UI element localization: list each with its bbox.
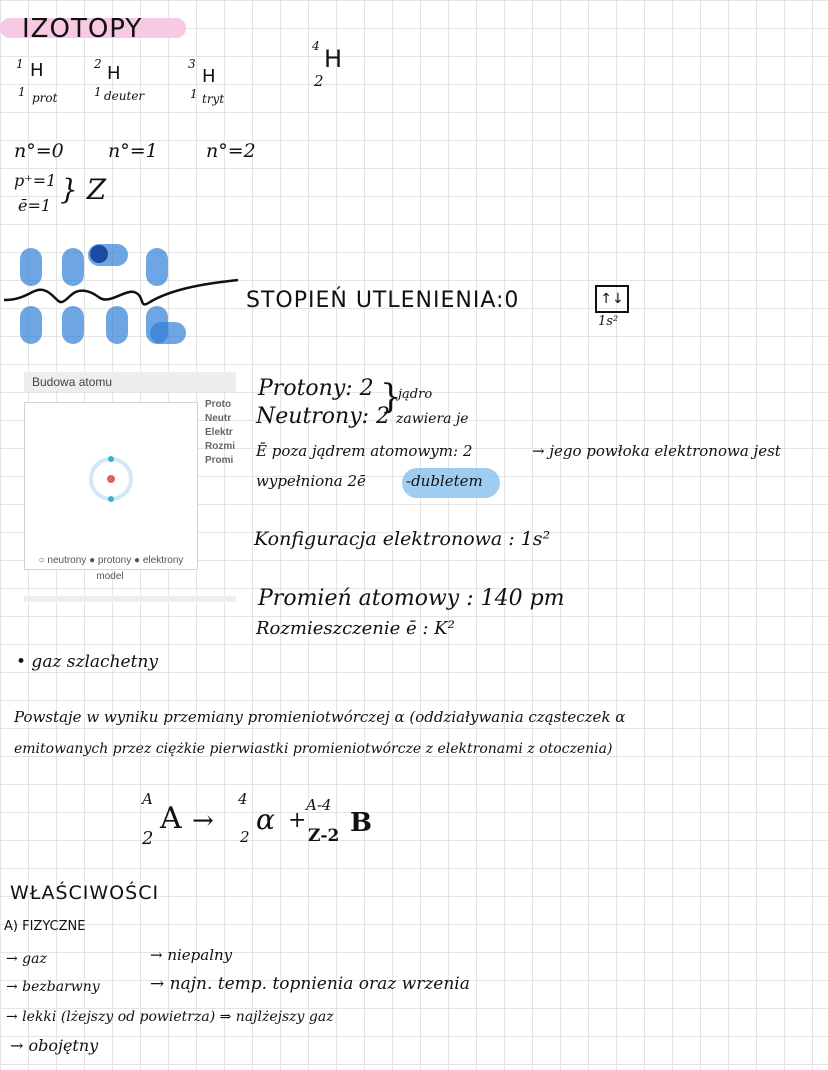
orbital-label: 1s² bbox=[598, 314, 619, 329]
note-promien: Promień atomowy : 140 pm bbox=[258, 586, 565, 611]
isotope-symbol: H bbox=[30, 60, 44, 81]
neutrons-deuter: n°=1 bbox=[108, 140, 158, 162]
helium-logo bbox=[0, 240, 240, 350]
panel-props bbox=[205, 398, 236, 468]
atom-structure-panel bbox=[24, 372, 236, 600]
eq-plus: + bbox=[288, 808, 307, 833]
eq-arrow: → bbox=[192, 806, 214, 836]
note-konfiguracja: Konfiguracja elektronowa : 1s² bbox=[254, 528, 551, 550]
note-protony: Protony: 2 bbox=[258, 376, 374, 401]
helium-letter: H bbox=[324, 45, 343, 73]
note-arrow: → jego powłoka elektronowa jest bbox=[532, 442, 781, 460]
nucleus bbox=[107, 475, 115, 483]
note-jadro: jądro bbox=[398, 387, 433, 402]
isotope-name: prot bbox=[32, 91, 58, 105]
note-powstaje-line1: Powstaje w wyniku przemiany promieniotwórczej α (oddziaływania cząsteczek α bbox=[14, 708, 626, 726]
eq-a-atomic: 2 bbox=[142, 828, 154, 849]
prop-radius: Promi bbox=[205, 455, 234, 466]
atom-model bbox=[24, 402, 198, 570]
atom-model-graphic bbox=[25, 403, 197, 553]
isotope-mass: 3 bbox=[188, 57, 196, 71]
isotope-symbol: H bbox=[202, 66, 216, 87]
helium-atomic: 2 bbox=[314, 72, 324, 90]
note-jadro-zawiera: zawiera je bbox=[396, 411, 469, 427]
jadro-brace: } bbox=[380, 377, 402, 417]
eq-alpha-mass: 4 bbox=[238, 790, 248, 808]
isotope-symbol: H bbox=[107, 63, 121, 84]
heading-fizyczne: A) FIZYCZNE bbox=[4, 919, 86, 934]
logo-scribble bbox=[4, 280, 238, 304]
z-brace: } Z bbox=[60, 173, 107, 206]
property-temperatura: → najn. temp. topnienia oraz wrzenia bbox=[150, 974, 470, 994]
panel-caption: model bbox=[96, 571, 124, 582]
panel-header: Budowa atomu bbox=[24, 372, 236, 392]
property-obojetny: → obojętny bbox=[10, 1036, 99, 1055]
eq-b-symbol: B bbox=[350, 808, 372, 838]
isotope-atomic: 1 bbox=[94, 85, 102, 99]
neutrons-prot: n°=0 bbox=[14, 140, 64, 162]
property-gaz: → gaz bbox=[6, 951, 47, 967]
isotope-atomic: 1 bbox=[18, 85, 26, 99]
note-rozmieszczenie: Rozmieszczenie ē : K² bbox=[256, 618, 455, 639]
prop-neutrons: Neutr bbox=[205, 413, 232, 424]
oxidation-state: STOPIEŃ UTLENIENIA:0 bbox=[246, 288, 520, 313]
panel-legend: ○ neutrony ● protony ● elektrony bbox=[38, 555, 184, 566]
eq-alpha-symbol: α bbox=[256, 803, 275, 836]
note-wypelniona: wypełniona 2ē bbox=[256, 472, 366, 490]
eq-alpha-atomic: 2 bbox=[240, 828, 250, 846]
page-title: IZOTOPY bbox=[22, 14, 143, 44]
eq-b-atomic: Z-2 bbox=[308, 826, 340, 846]
eq-a-mass: A bbox=[142, 790, 153, 808]
note-gaz-szlachetny: • gaz szlachetny bbox=[16, 652, 158, 672]
prop-size: Rozmi bbox=[205, 441, 235, 452]
property-bezbarwny: → bezbarwny bbox=[6, 979, 100, 995]
isotope-atomic: 1 bbox=[190, 87, 198, 101]
note-powstaje-line2: emitowanych przez ciężkie pierwiastki promieniotwórcze z elektronami z otoczenia) bbox=[14, 741, 613, 757]
property-lekki: → lekki (lżejszy od powietrza) ⇒ najlżejszy gaz bbox=[6, 1009, 334, 1025]
note-elektrony: Ē poza jądrem atomowym: 2 bbox=[256, 442, 473, 460]
property-niepalny: → niepalny bbox=[150, 946, 233, 964]
orbital-box: ↑↓ bbox=[595, 285, 629, 313]
heading-wlasciwosci: WŁAŚCIWOŚCI bbox=[10, 882, 160, 904]
neutrons-tryt: n°=2 bbox=[206, 140, 256, 162]
electrons-line: ē=1 bbox=[18, 196, 52, 215]
isotope-name: tryt bbox=[202, 92, 225, 106]
isotope-mass: 1 bbox=[16, 57, 24, 71]
isotope-name: deuter bbox=[104, 89, 145, 103]
prop-protons: Proto bbox=[205, 399, 232, 410]
panel-footer-bar bbox=[24, 596, 236, 602]
eq-b-mass: A-4 bbox=[306, 796, 332, 814]
prop-electrons: Elektr bbox=[205, 427, 233, 438]
electron-bottom bbox=[108, 496, 114, 502]
note-dublet: -dubletem bbox=[406, 472, 483, 490]
electron-top bbox=[108, 456, 114, 462]
eq-a-symbol: A bbox=[160, 801, 182, 836]
isotope-mass: 2 bbox=[94, 57, 102, 71]
logo-dot bbox=[90, 245, 108, 263]
protons-line: p⁺=1 bbox=[14, 171, 57, 190]
helium-mass: 4 bbox=[312, 39, 320, 53]
note-neutrony: Neutrony: 2 bbox=[256, 404, 391, 429]
